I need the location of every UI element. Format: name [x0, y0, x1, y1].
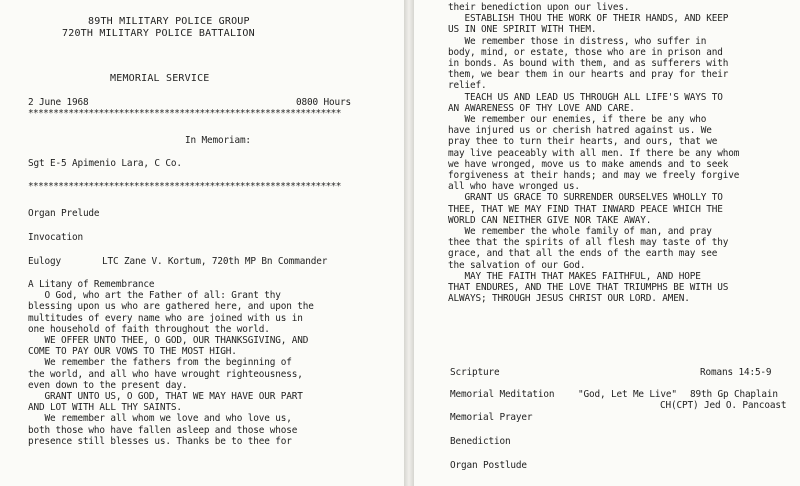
- litany-line: WORLD CAN NEITHER GIVE NOR TAKE AWAY.: [448, 214, 652, 226]
- litany-line: O God, who art the Father of all: Grant thy: [28, 290, 281, 302]
- service-title: MEMORIAL SERVICE: [110, 73, 210, 84]
- litany-line: presence still blesses us. Thanks be to thee for: [28, 435, 292, 447]
- benediction: Benediction: [450, 436, 511, 447]
- litany-line: THEE, THAT WE MAY FIND THAT INWARD PEACE WHICH THE: [448, 203, 723, 215]
- litany-line: thee that the spirits of all flesh may taste of thy: [448, 237, 729, 249]
- litany-line: We remember those in distress, who suffer in: [448, 35, 707, 47]
- litany-line: AND LOT WITH ALL THY SAINTS.: [28, 402, 182, 414]
- stars-divider: **************************************************************: [28, 181, 341, 192]
- litany-line: grace, and that all the ends of the earth may see: [448, 248, 718, 260]
- litany-line: the salvation of our God.: [448, 259, 586, 271]
- organ-prelude: Organ Prelude: [28, 208, 100, 219]
- litany-line: pray thee to turn their hearts, and ours, that we: [448, 136, 718, 148]
- eulogy-label: Eulogy: [28, 256, 61, 267]
- litany-line: We remember our enemies, if there be any who: [448, 114, 707, 125]
- litany-line: We remember the fathers from the beginning of: [28, 357, 292, 369]
- meditation-speaker-role: 89th Gp Chaplain: [690, 389, 778, 400]
- memorial-prayer: Memorial Prayer: [450, 412, 533, 423]
- battalion-heading: 720TH MILITARY POLICE BATTALION: [62, 28, 255, 39]
- litany-line: have injured us or cherish hatred against us. We: [448, 125, 712, 137]
- litany-line: multitudes of every name who are joined with us in: [28, 312, 303, 324]
- honoree-name: Sgt E-5 Apimenio Lara, C Co.: [28, 158, 182, 169]
- litany-line: We remember all whom we love and who love us,: [28, 413, 292, 425]
- litany-line: even down to the present day.: [28, 379, 188, 391]
- litany-line: forgiveness at their hands; and may we freely forgive: [448, 170, 740, 181]
- litany-line: blessing upon us who are gathered here, and upon the: [28, 301, 314, 313]
- litany-line: them, we bear them in our hearts and pray for their: [448, 69, 729, 81]
- page-gutter: [404, 0, 414, 486]
- stars-divider: **************************************************************: [28, 108, 341, 119]
- litany-line: their benediction upon our lives.: [448, 2, 630, 13]
- litany-line: A Litany of Remembrance: [28, 279, 155, 290]
- litany-line: one household of faith throughout the world.: [28, 323, 270, 335]
- litany-line: relief.: [448, 80, 487, 92]
- litany-line: US IN ONE SPIRIT WITH THEM.: [448, 24, 597, 36]
- litany-line: We remember the whole family of man, and pray: [448, 226, 712, 237]
- litany-line: TEACH US AND LEAD US THROUGH ALL LIFE'S WAYS TO: [448, 91, 723, 103]
- litany-line: may live peaceably with all men. If there be any whom: [448, 147, 740, 159]
- scripture-reference: Romans 14:5-9: [700, 367, 772, 378]
- litany-line: MAY THE FAITH THAT MAKES FAITHFUL, AND HOPE: [448, 270, 701, 282]
- litany-line: we have wronged, move us to make amends and to seek: [448, 158, 729, 170]
- eulogy-speaker: LTC Zane V. Kortum, 720th MP Bn Commander: [102, 256, 328, 267]
- service-time: 0800 Hours: [296, 97, 351, 108]
- litany-line: AN AWARENESS OF THY LOVE AND CARE.: [448, 102, 635, 114]
- litany-line: GRANT UNTO US, O GOD, THAT WE MAY HAVE OUR PART: [28, 391, 303, 402]
- litany-line: body, mind, or estate, those who are in prison and: [448, 46, 723, 58]
- litany-line: THAT ENDURES, AND THE LOVE THAT TRIUMPHS BE WITH US: [448, 282, 729, 293]
- organ-postlude: Organ Postlude: [450, 460, 527, 471]
- service-date: 2 June 1968: [28, 97, 89, 108]
- litany-line: WE OFFER UNTO THEE, O GOD, OUR THANKSGIVING, AND: [28, 335, 309, 346]
- litany-line: all who have wronged us.: [448, 181, 580, 193]
- meditation-label: Memorial Meditation: [450, 389, 555, 400]
- litany-line: GRANT US GRACE TO SURRENDER OURSELVES WHOLLY TO: [448, 192, 723, 204]
- meditation-speaker-name: CH(CPT) Jed O. Pancoast: [660, 400, 787, 411]
- in-memoriam-label: In Memoriam:: [185, 135, 251, 146]
- group-heading: 89TH MILITARY POLICE GROUP: [88, 16, 250, 27]
- litany-line: the world, and all who have wrought righteousness,: [28, 368, 303, 380]
- invocation: Invocation: [28, 232, 83, 243]
- right-page: [414, 0, 800, 486]
- litany-line: ESTABLISH THOU THE WORK OF THEIR HANDS, AND KEEP: [448, 13, 729, 25]
- litany-line: COME TO PAY OUR VOWS TO THE MOST HIGH.: [28, 346, 237, 358]
- litany-line: ALWAYS; THROUGH JESUS CHRIST OUR LORD. AMEN.: [448, 293, 690, 305]
- litany-line: in bonds. As bound with them, and as sufferers with: [448, 58, 729, 69]
- meditation-title: "God, Let Me Live": [578, 389, 677, 400]
- scripture-label: Scripture: [450, 367, 500, 378]
- litany-line: both those who have fallen asleep and those whose: [28, 424, 298, 436]
